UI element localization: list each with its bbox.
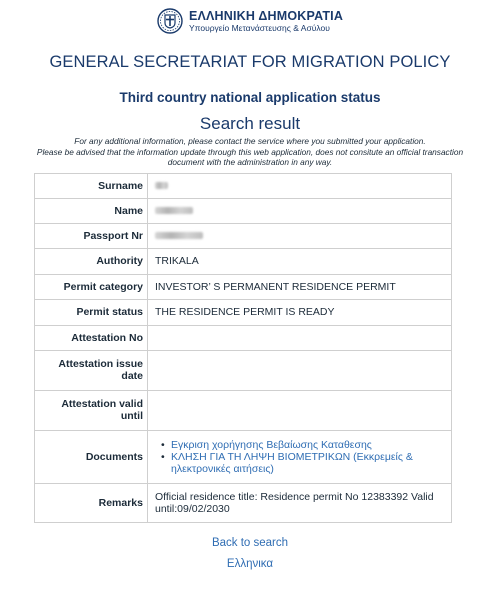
- redacted-name: [155, 207, 193, 214]
- name-label: Name: [35, 198, 148, 223]
- table-row: [35, 248, 452, 274]
- back-to-search-link[interactable]: Back to search: [211, 536, 289, 549]
- table-row: [35, 198, 452, 223]
- table-row: [35, 325, 452, 350]
- documents-value: [148, 430, 452, 483]
- redacted-surname: [155, 182, 168, 189]
- surname-label: Surname: [35, 173, 148, 198]
- passport-value: [148, 223, 452, 248]
- document-link[interactable]: • Εγκριση χορήγησης Βεβαίωσης Καταθεσης: [163, 439, 444, 451]
- redacted-passport: [155, 232, 203, 239]
- authority-value: TRIKALA: [148, 248, 452, 274]
- attestation-no-value: [148, 325, 452, 350]
- search-result-heading: Search result: [199, 114, 301, 133]
- info-note-line1: For any additional information, please contact the service where you submitted your application.: [74, 136, 426, 146]
- greek-emblem-icon: [157, 8, 183, 34]
- permit-category-value: INVESTOR’ S PERMANENT RESIDENCE PERMIT: [148, 274, 452, 299]
- permit-status-value: THE RESIDENCE PERMIT IS READY: [148, 299, 452, 325]
- attestation-valid-value: [148, 390, 452, 430]
- section-title: Third country national application status: [119, 90, 381, 105]
- name-value: [148, 198, 452, 223]
- documents-list: [155, 439, 444, 475]
- table-row: [35, 299, 452, 325]
- ministry-title: ΕΛΛΗΝΙΚΗ ΔΗΜΟΚΡΑΤΙΑ: [188, 8, 344, 23]
- table-row: [35, 390, 452, 430]
- attestation-issue-value: [148, 350, 452, 390]
- table-row: [35, 430, 452, 483]
- permit-category-label: Permit category: [35, 274, 148, 299]
- table-row: [35, 274, 452, 299]
- attestation-valid-label: Attestation valid until: [35, 390, 148, 430]
- passport-label: Passport Nr: [35, 223, 148, 248]
- language-link[interactable]: Ελληνικα: [226, 557, 274, 570]
- table-row: [35, 483, 452, 522]
- info-note-line2: Please be advised that the information update through this web application, does not consitute an official transaction document with the administration in any way.: [36, 146, 464, 167]
- remarks-label: Remarks: [35, 483, 148, 522]
- table-row: [35, 173, 452, 198]
- ministry-subtitle: Υπουργείο Μετανάστευσης & Ασύλου: [188, 23, 330, 33]
- attestation-no-label: Attestation No: [35, 325, 148, 350]
- permit-status-label: Permit status: [35, 299, 148, 325]
- document-link[interactable]: • ΚΛΗΣΗ ΓΙΑ ΤΗ ΛΗΨΗ ΒΙΟΜΕΤΡΙΚΩΝ (Εκκρεμείς & ηλεκτρονικές αιτήσεις): [163, 451, 444, 475]
- table-row: [35, 223, 452, 248]
- info-note: [24, 136, 476, 168]
- authority-label: Authority: [35, 248, 148, 274]
- result-table: [34, 173, 452, 523]
- page-title: GENERAL SECRETARIAT FOR MIGRATION POLICY: [49, 53, 451, 71]
- table-row: [35, 350, 452, 390]
- remarks-value: Official residence title: Residence permit No 12383392 Valid until:09/02/2030: [148, 483, 452, 522]
- documents-label: Documents: [35, 430, 148, 483]
- attestation-issue-label: Attestation issue date: [35, 350, 148, 390]
- surname-value: [148, 173, 452, 198]
- header-logo: [0, 0, 500, 35]
